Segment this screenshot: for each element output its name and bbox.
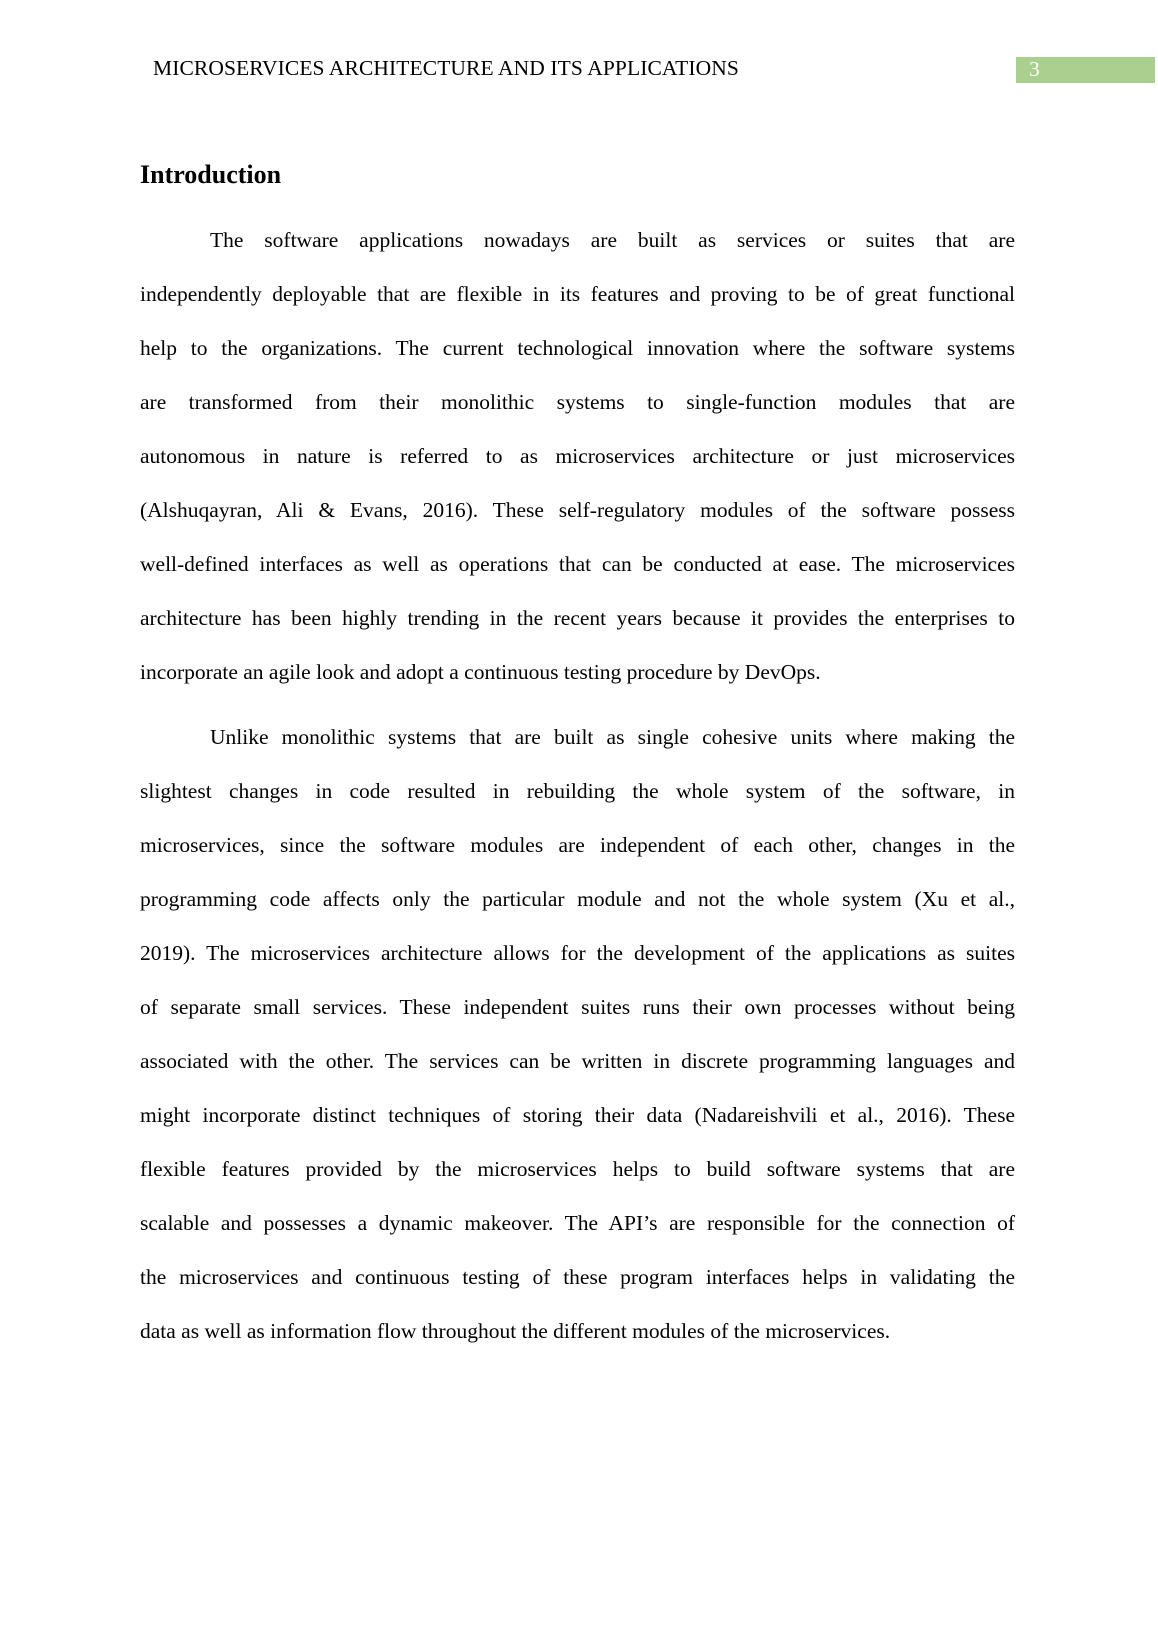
paragraph-line: programming code affects only the particular module and not the whole system (Xu et al.,	[140, 887, 1015, 911]
paragraph-line: (Alshuqayran, Ali & Evans, 2016). These self-regulatory modules of the software possess	[140, 498, 1015, 522]
paragraph-line: autonomous in nature is referred to as microservices architecture or just microservices	[140, 444, 1015, 468]
paragraph-line: the microservices and continuous testing of these program interfaces helps in validating the	[140, 1265, 1015, 1289]
paragraph-line: help to the organizations. The current technological innovation where the software systems	[140, 336, 1015, 360]
page-number-badge	[1016, 57, 1155, 83]
paragraph-line: The software applications nowadays are built as services or suites that are	[210, 228, 1015, 252]
section-heading: Introduction	[140, 160, 282, 189]
page-number: 3	[1029, 57, 1040, 81]
paragraph-line: microservices, since the software modules are independent of each other, changes in the	[140, 833, 1015, 857]
paragraph-line: slightest changes in code resulted in rebuilding the whole system of the software, in	[140, 779, 1015, 803]
paragraph-line: scalable and possesses a dynamic makeover. The API’s are responsible for the connection of	[140, 1211, 1015, 1235]
paragraph-line: 2019). The microservices architecture allows for the development of the applications as suites	[140, 941, 1015, 965]
paragraph-line: might incorporate distinct techniques of storing their data (Nadareishvili et al., 2016). These	[140, 1103, 1015, 1127]
paragraph-1	[140, 227, 1015, 713]
paragraph-line: Unlike monolithic systems that are built as single cohesive units where making the	[210, 725, 1015, 749]
paragraph-line: independently deployable that are flexible in its features and proving to be of great functional	[140, 282, 1015, 306]
running-head: MICROSERVICES ARCHITECTURE AND ITS APPLICATIONS	[153, 56, 739, 80]
paragraph-line: are transformed from their monolithic systems to single-function modules that are	[140, 390, 1015, 414]
paragraph-line: of separate small services. These independent suites runs their own processes without being	[140, 995, 1015, 1019]
paragraph-line: flexible features provided by the microservices helps to build software systems that are	[140, 1157, 1015, 1181]
paragraph-line: incorporate an agile look and adopt a continuous testing procedure by DevOps.	[140, 660, 821, 684]
paragraph-line: architecture has been highly trending in the recent years because it provides the enterprises to	[140, 606, 1015, 630]
paragraph-2	[140, 724, 1015, 1372]
paragraph-line: well-defined interfaces as well as operations that can be conducted at ease. The microservices	[140, 552, 1015, 576]
paragraph-line: associated with the other. The services can be written in discrete programming languages and	[140, 1049, 1015, 1073]
paragraph-line: data as well as information flow throughout the different modules of the microservices.	[140, 1319, 891, 1343]
